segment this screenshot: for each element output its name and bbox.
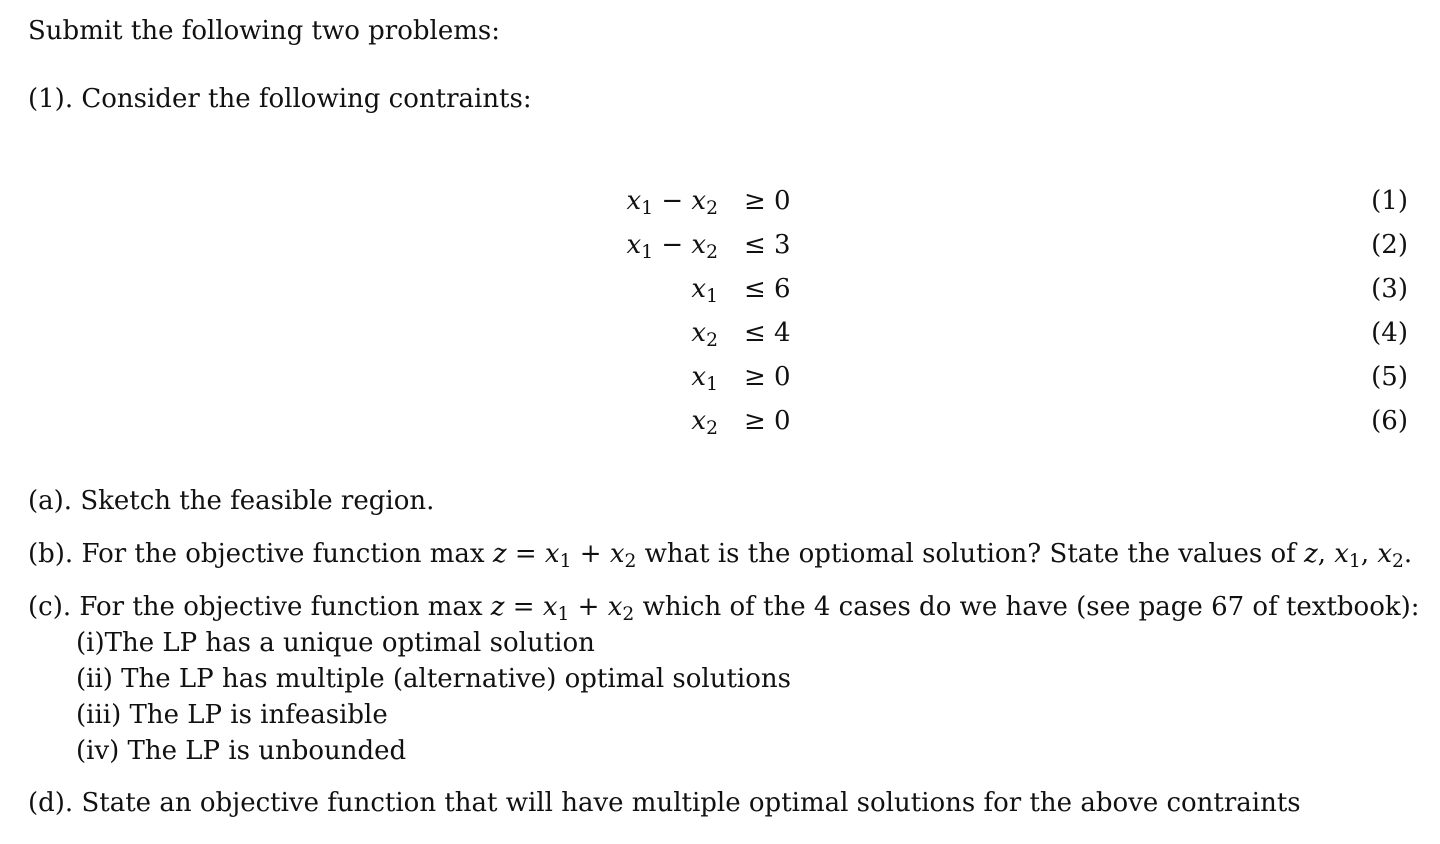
option-i: (i)The LP has a unique optimal solution [76, 628, 595, 658]
comma: , [1360, 539, 1378, 569]
var-x: x [1334, 539, 1349, 569]
equation-number: (3) [1371, 274, 1408, 304]
equation-number: (1) [1371, 186, 1408, 216]
heading: Submit the following two problems: [28, 16, 500, 46]
option-iii: (iii) The LP is infeasible [76, 700, 388, 730]
constraint-rhs: ≤ 3 [744, 230, 791, 260]
equation-number: (2) [1371, 230, 1408, 260]
equation-number: (6) [1371, 406, 1408, 436]
sub-1: 1 [1348, 551, 1361, 573]
equation-number: (4) [1371, 318, 1408, 348]
subscript: 2 [706, 198, 718, 220]
var-x: x [609, 539, 625, 569]
sub-2: 2 [1392, 551, 1404, 573]
constraint-lhs [691, 274, 718, 308]
subscript: 2 [706, 418, 718, 440]
constraint-rhs: ≤ 4 [744, 318, 791, 348]
constraint-rhs: ≥ 0 [744, 362, 791, 392]
constraint-lhs [691, 318, 718, 352]
part-c-prefix: (c). For the objective function max [28, 592, 491, 622]
equals: = [506, 539, 545, 569]
part-a: (a). Sketch the feasible region. [28, 486, 435, 516]
subscript: 1 [641, 242, 654, 264]
constraint-rhs: ≥ 0 [744, 406, 791, 436]
constraint-lhs [626, 230, 718, 264]
option-ii: (ii) The LP has multiple (alternative) optimal solutions [76, 664, 791, 694]
var-x: x [544, 539, 560, 569]
part-b-prefix: (b). For the objective function max [28, 539, 493, 569]
part-d: (d). State an objective function that will have multiple optimal solutions for the above contraints [28, 788, 1301, 818]
constraint-lhs [691, 362, 718, 396]
var-x: x [691, 230, 707, 260]
subscript: 1 [706, 374, 718, 396]
sub-1: 1 [557, 604, 570, 626]
problem1-intro: (1). Consider the following contraints: [28, 84, 532, 114]
subscript: 2 [706, 330, 718, 352]
sub-2: 2 [622, 604, 635, 626]
constraint-lhs [626, 186, 718, 220]
var-x: x [691, 406, 707, 436]
constraint-rhs: ≥ 0 [744, 186, 791, 216]
subscript: 1 [641, 198, 654, 220]
part-c-suffix: which of the 4 cases do we have (see page 67 of textbook): [634, 592, 1420, 622]
part-c [28, 592, 1420, 626]
option-iv: (iv) The LP is unbounded [76, 736, 407, 766]
sub-2: 2 [624, 551, 637, 573]
var-x: x [1377, 539, 1393, 569]
var-x: x [691, 274, 707, 304]
var-x: x [691, 186, 707, 216]
var-x: x [626, 186, 642, 216]
var-z: z [492, 539, 507, 569]
equals: = [504, 592, 543, 622]
part-b-middle: what is the optiomal solution? State the values of [636, 539, 1304, 569]
constraint-lhs [691, 406, 718, 440]
var-x: x [607, 592, 623, 622]
minus-operator: − [653, 230, 692, 260]
comma: , [1317, 539, 1335, 569]
var-x: x [542, 592, 558, 622]
plus: + [571, 539, 610, 569]
var-x: x [626, 230, 642, 260]
plus: + [569, 592, 608, 622]
var-x: x [691, 318, 707, 348]
var-x: x [691, 362, 707, 392]
sub-1: 1 [559, 551, 572, 573]
constraint-rhs: ≤ 6 [744, 274, 791, 304]
minus-operator: − [653, 186, 692, 216]
part-b [28, 539, 1413, 573]
equation-number: (5) [1371, 362, 1408, 392]
var-z: z [490, 592, 505, 622]
var-z: z [1304, 539, 1318, 569]
subscript: 1 [706, 286, 718, 308]
subscript: 2 [706, 242, 718, 264]
period: . [1403, 539, 1413, 569]
